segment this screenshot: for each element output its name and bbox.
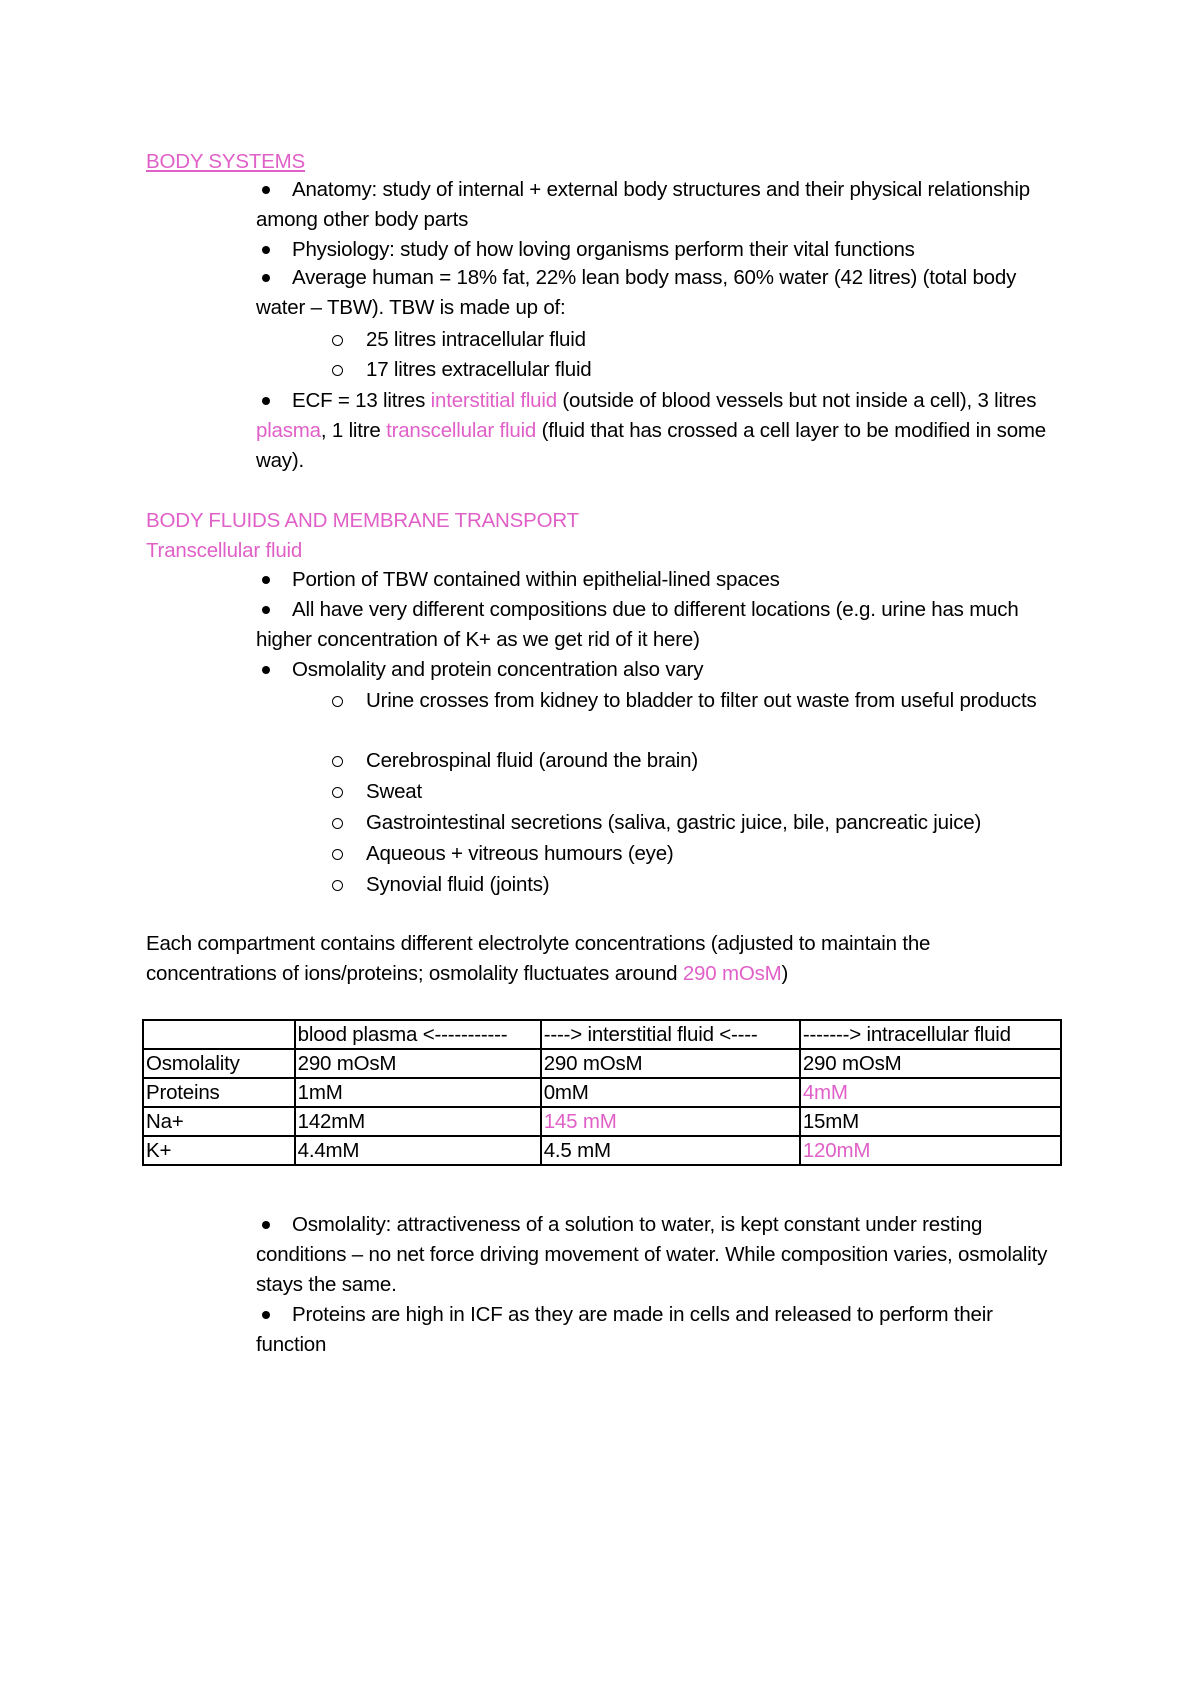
circle-bullet-icon	[332, 849, 343, 860]
subtitle-transcellular-fluid: Transcellular fluid	[146, 539, 303, 562]
osmolality-value: 290 mOsM	[682, 962, 782, 985]
table-cell: 15mM	[800, 1107, 1061, 1136]
table-cell: 290 mOsM	[295, 1049, 541, 1078]
bullet-text: Average human = 18% fat, 22% lean body mass, 60% water (42 litres) (total body water – TBW). TBW is made up of:	[256, 266, 1017, 319]
bullet-text: Portion of TBW contained within epithelial-lined spaces	[292, 568, 780, 591]
sub-bullet-text: Cerebrospinal fluid (around the brain)	[366, 749, 698, 772]
sub-bullet-text: 17 litres extracellular fluid	[366, 358, 592, 381]
row-label: Na+	[143, 1107, 295, 1136]
section-title-body-systems: BODY SYSTEMS	[146, 150, 305, 173]
sub-bullet-item	[330, 355, 1050, 385]
bullet-dot-icon	[262, 606, 270, 614]
ecf-text-2: (outside of blood vessels but not inside a cell), 3 litres	[556, 389, 1037, 412]
circle-bullet-icon	[332, 880, 343, 891]
table-row	[143, 1078, 1061, 1107]
table-cell-highlight: 145 mM	[541, 1107, 800, 1136]
table-header-cell: blood plasma <-----------	[295, 1020, 541, 1049]
bullet-item	[256, 655, 1056, 685]
table-cell: 290 mOsM	[541, 1049, 800, 1078]
bullet-item	[256, 386, 1056, 476]
sub-bullet-item	[330, 777, 1050, 808]
sub-bullet-text: Aqueous + vitreous humours (eye)	[366, 842, 674, 865]
table-cell-highlight: 4mM	[800, 1078, 1061, 1107]
sub-bullet-text: Gastrointestinal secretions (saliva, gastric juice, bile, pancreatic juice)	[366, 811, 982, 834]
bullet-item	[256, 1300, 1056, 1360]
circle-bullet-icon	[332, 365, 343, 376]
bullet-dot-icon	[262, 246, 270, 254]
bullet-text: Osmolality: attractiveness of a solution to water, is kept constant under resting conditions – no net force driving movement of water. While composition varies, osmolality stays the same.	[256, 1213, 1048, 1296]
sub-bullet-text: Sweat	[366, 780, 422, 803]
electrolyte-table	[142, 1019, 1062, 1166]
interstitial-fluid-term: interstitial fluid	[430, 389, 557, 412]
bullet-dot-icon	[262, 576, 270, 584]
table-row	[143, 1107, 1061, 1136]
sub-bullet-item	[330, 839, 1050, 870]
bullet-item	[256, 565, 1056, 595]
bullet-dot-icon	[262, 397, 270, 405]
table-header-cell	[143, 1020, 295, 1049]
paragraph-text-2: )	[781, 962, 789, 985]
bullet-dot-icon	[262, 1311, 270, 1319]
bullet-text: Anatomy: study of internal + external body structures and their physical relationship among other body parts	[256, 178, 1030, 231]
sub-bullet-item	[330, 746, 1050, 777]
sub-bullet-text: Urine crosses from kidney to bladder to filter out waste from useful products	[366, 689, 1037, 712]
bullet-dot-icon	[262, 1221, 270, 1229]
bullet-text: Proteins are high in ICF as they are made in cells and released to perform their function	[256, 1303, 993, 1356]
circle-bullet-icon	[332, 756, 343, 767]
circle-bullet-icon	[332, 335, 343, 346]
bullet-dot-icon	[262, 274, 270, 282]
sub-bullet-item	[330, 325, 1050, 355]
table-cell: 290 mOsM	[800, 1049, 1061, 1078]
sub-bullet-text: Synovial fluid (joints)	[366, 873, 550, 896]
row-label: Proteins	[143, 1078, 295, 1107]
table-header-cell: ----> interstitial fluid <----	[541, 1020, 800, 1049]
plasma-term: plasma	[256, 419, 321, 442]
table-header-cell: -------> intracellular fluid	[800, 1020, 1061, 1049]
table-header-row	[143, 1020, 1061, 1049]
fluid-examples-sub-bullets	[330, 686, 1050, 901]
paragraph-text-1: Each compartment contains different electrolyte concentrations (adjusted to maintain the concentrations of ions/proteins; osmolality fluctuates around	[146, 932, 931, 985]
bullet-item	[256, 263, 1056, 323]
sub-bullet-item	[330, 870, 1050, 901]
ecf-text-1: ECF = 13 litres	[292, 389, 431, 412]
transcellular-fluid-term: transcellular fluid	[386, 419, 537, 442]
bullet-item	[256, 235, 1056, 263]
tbw-sub-bullets	[330, 325, 1050, 385]
sub-bullet-item	[330, 686, 1050, 746]
bullet-dot-icon	[262, 186, 270, 194]
table-row	[143, 1049, 1061, 1078]
sub-bullet-text: 25 litres intracellular fluid	[366, 328, 586, 351]
table-cell: 142mM	[295, 1107, 541, 1136]
osmolality-bullets	[256, 1210, 1056, 1360]
row-label: Osmolality	[143, 1049, 295, 1078]
transcellular-bullets	[256, 565, 1056, 685]
table-row	[143, 1136, 1061, 1165]
table-cell-highlight: 120mM	[800, 1136, 1061, 1165]
bullet-text: Physiology: study of how loving organisms perform their vital functions	[292, 238, 915, 261]
ecf-text-3: , 1 litre	[320, 419, 387, 442]
circle-bullet-icon	[332, 818, 343, 829]
section-title-body-fluids: BODY FLUIDS AND MEMBRANE TRANSPORT	[146, 509, 579, 532]
circle-bullet-icon	[332, 787, 343, 798]
sub-bullet-item	[330, 808, 1050, 839]
bullet-dot-icon	[262, 666, 270, 674]
table-cell: 4.4mM	[295, 1136, 541, 1165]
row-label: K+	[143, 1136, 295, 1165]
bullet-text: Osmolality and protein concentration also vary	[292, 658, 704, 681]
electrolyte-paragraph	[146, 929, 1066, 989]
body-systems-bullets	[256, 175, 1056, 323]
ecf-text-4: (fluid that has crossed a cell layer to be modified in some way).	[256, 419, 1047, 472]
table-cell: 0mM	[541, 1078, 800, 1107]
bullet-item	[256, 175, 1056, 235]
table-cell: 4.5 mM	[541, 1136, 800, 1165]
bullet-item	[256, 1210, 1056, 1300]
bullet-text: All have very different compositions due to different locations (e.g. urine has much higher concentration of K+ as we get rid of it here)	[256, 598, 1019, 651]
circle-bullet-icon	[332, 696, 343, 707]
ecf-bullet	[256, 386, 1056, 476]
table-cell: 1mM	[295, 1078, 541, 1107]
bullet-item	[256, 595, 1056, 655]
